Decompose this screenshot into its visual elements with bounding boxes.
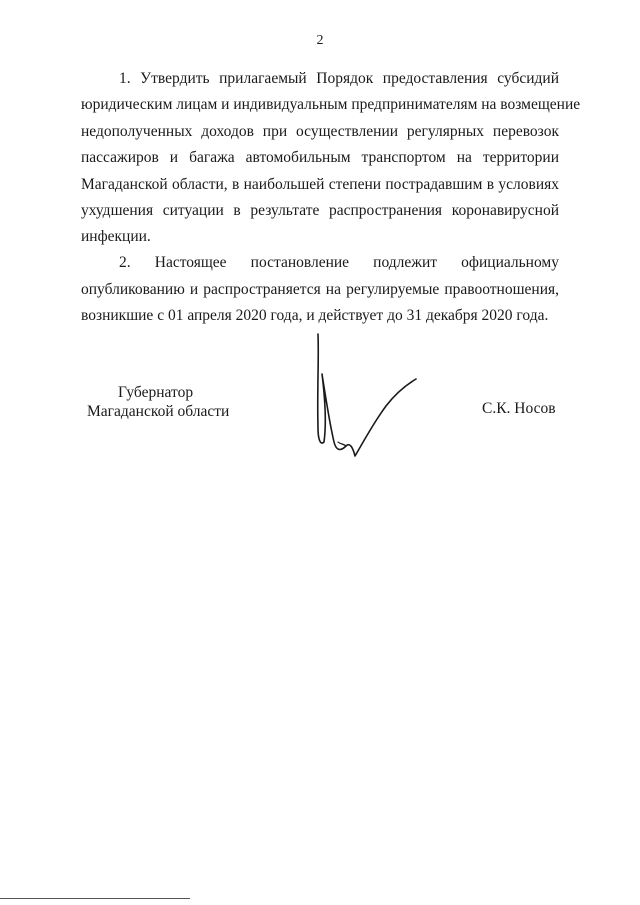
paragraph-2-line-1: 2. Настоящее постановление подлежит официальному (119, 254, 559, 271)
position-region: Магаданской области (87, 403, 230, 420)
page-number: 2 (316, 33, 324, 48)
paragraph-2-line-3: возникшие с 01 апреля 2020 года, и действует до 31 декабря 2020 года. (81, 307, 549, 324)
paragraph-2-line-2: опубликованию и распространяется на регулируемые правоотношения, (81, 281, 559, 298)
signatory-name: С.К. Носов (482, 400, 556, 417)
position-title: Губернатор (118, 384, 194, 401)
paragraph-1-line-1: 1. Утвердить прилагаемый Порядок предоставления субсидий (119, 70, 559, 87)
paragraph-1-line-7: инфекции. (81, 228, 151, 245)
paragraph-1-line-4: пассажиров и багажа автомобильным транспортом на территории (81, 149, 559, 166)
paragraph-1-line-3: недополученных доходов при осуществлении регулярных перевозок (81, 123, 559, 140)
footer-divider (0, 898, 190, 899)
handwritten-signature (300, 330, 430, 470)
paragraph-1-line-2: юридическим лицам и индивидуальным предпринимателям на возмещение (81, 96, 581, 113)
paragraph-1-line-6: ухудшения ситуации в результате распространения коронавирусной (81, 202, 559, 219)
paragraph-1-line-5: Магаданской области, в наибольшей степени пострадавшим в условиях (81, 176, 559, 193)
